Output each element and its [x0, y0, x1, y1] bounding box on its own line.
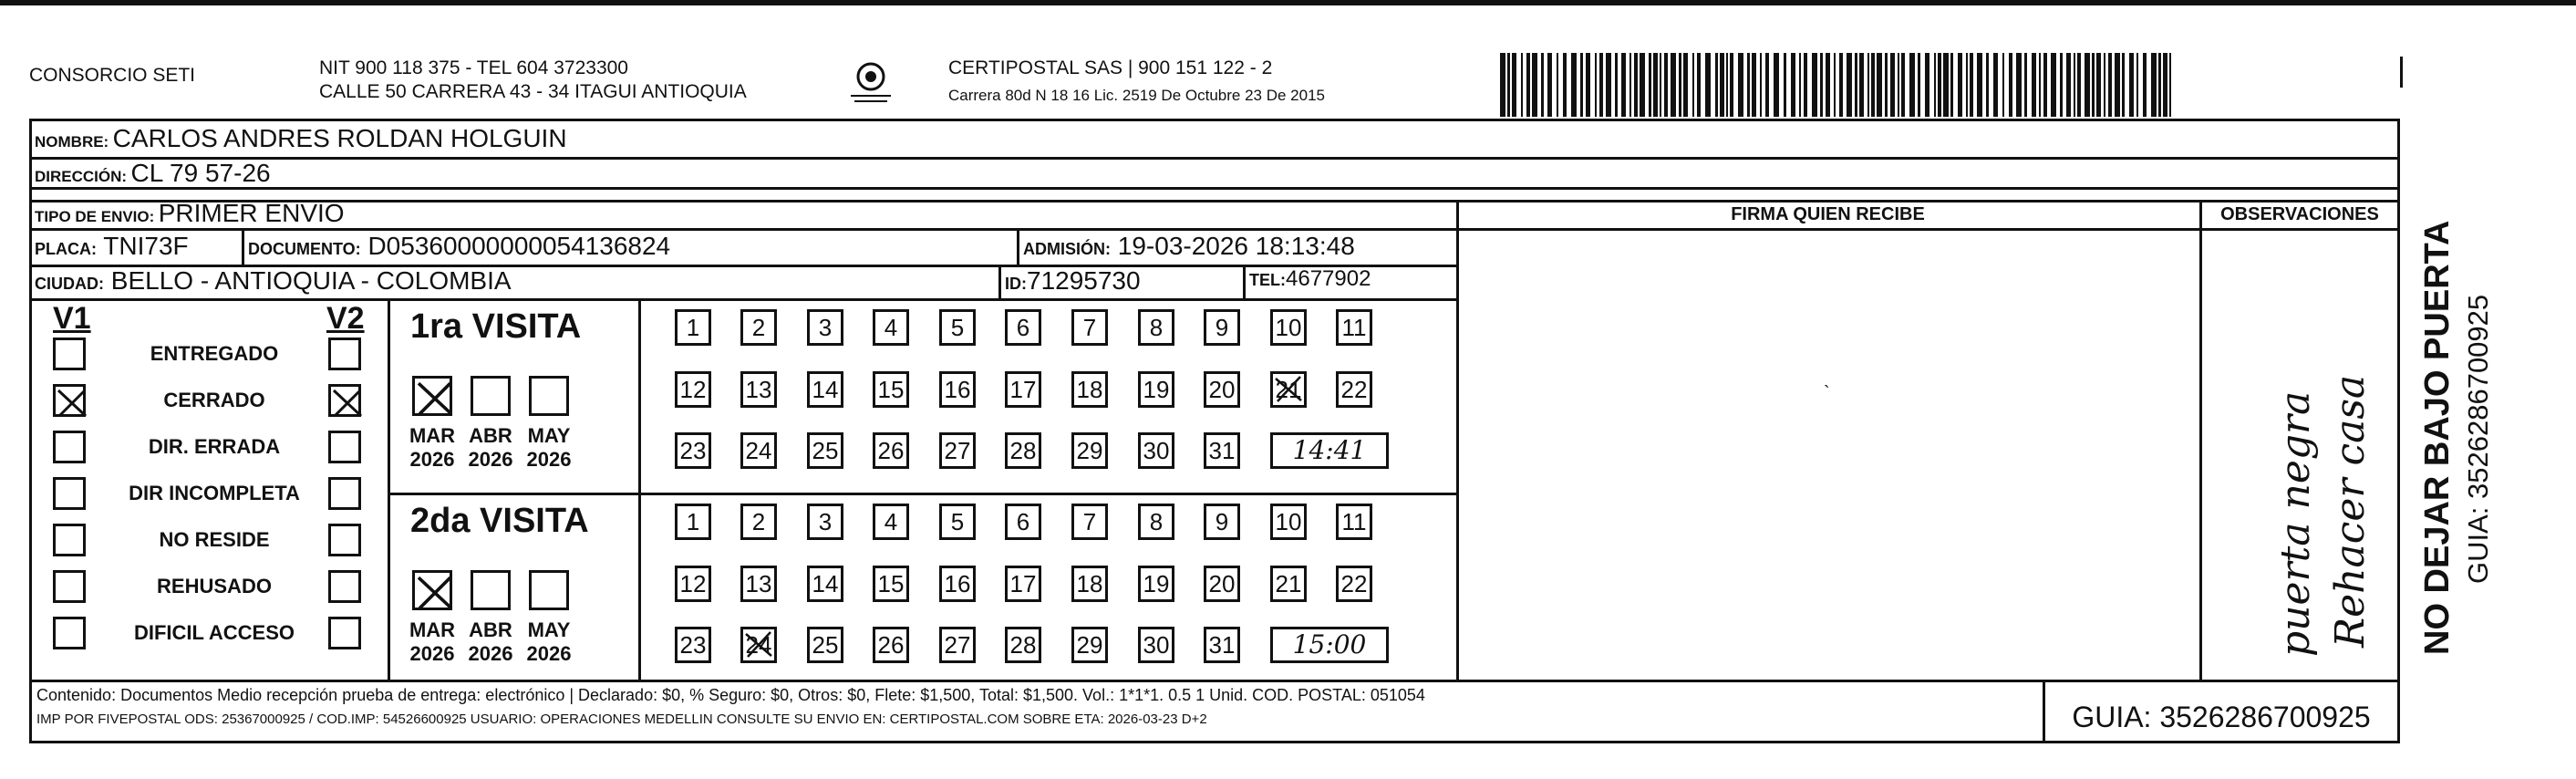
nombre-row	[35, 124, 567, 153]
month-checkbox-may[interactable]	[529, 376, 569, 416]
status-v1-checkbox[interactable]	[53, 338, 86, 370]
certipostal-name: CERTIPOSTAL SAS | 900 151 122 - 2	[948, 57, 1273, 78]
placa-label: PLACA:	[35, 240, 97, 258]
day-box[interactable]: 28	[1005, 432, 1041, 469]
direccion-label: DIRECCIÓN:	[35, 168, 128, 185]
barcode-bar	[2143, 53, 2147, 117]
barcode-bar	[1507, 53, 1510, 117]
barcode-bar	[2043, 53, 2047, 117]
day-box[interactable]: 6	[1005, 309, 1041, 346]
barcode-bar	[2158, 53, 2161, 117]
barcode-bar	[2169, 53, 2171, 117]
barcode-bar	[1563, 53, 1567, 117]
day-box[interactable]: 26	[873, 432, 909, 469]
barcode-bar	[2016, 53, 2022, 117]
documento-field	[248, 232, 670, 261]
barcode-bar	[1950, 53, 1953, 117]
barcode-bar	[1541, 53, 1544, 117]
day-box[interactable]: 14	[807, 371, 843, 408]
status-label: DIFICIL ACCESO	[133, 621, 295, 644]
barcode-bar	[1738, 53, 1743, 117]
day-box[interactable]: 1	[675, 309, 711, 346]
day-box[interactable]: 15	[873, 566, 909, 602]
barcode-bar	[1571, 53, 1577, 117]
admision-field	[1023, 232, 1355, 261]
barcode-bar	[1877, 53, 1882, 117]
nombre-label: NOMBRE:	[35, 133, 109, 151]
barcode-bar	[1671, 53, 1676, 117]
barcode-bar	[2077, 53, 2081, 117]
month-label	[517, 424, 581, 472]
status-v2-checkbox[interactable]	[328, 477, 361, 510]
day-box[interactable]: 28	[1005, 627, 1041, 663]
cell-divider	[998, 265, 1001, 298]
admision-label: ADMISIÓN:	[1023, 240, 1111, 258]
day-box[interactable]: 29	[1071, 432, 1108, 469]
barcode-bar	[2051, 53, 2056, 117]
day-box[interactable]: 16	[939, 371, 976, 408]
placa-field	[35, 232, 189, 261]
day-box[interactable]: 17	[1005, 371, 1041, 408]
barcode-bar	[1765, 53, 1769, 117]
day-box[interactable]: 20	[1204, 371, 1240, 408]
barcode-bar	[1890, 53, 1895, 117]
day-box[interactable]: 14	[807, 566, 843, 602]
day-box[interactable]: 23	[675, 432, 711, 469]
day-box[interactable]: 13	[740, 566, 777, 602]
id-value: 71295730	[1027, 266, 1141, 295]
status-v2-checkbox[interactable]	[328, 524, 361, 556]
v1-header: V1	[53, 301, 91, 336]
direccion-row	[35, 159, 271, 188]
barcode-bar	[1859, 53, 1864, 117]
tel-field	[1249, 266, 1371, 292]
barcode-bar	[1500, 53, 1505, 117]
day-box[interactable]: 5	[939, 309, 976, 346]
day-box[interactable]: 9	[1204, 504, 1240, 540]
observaciones-header: OBSERVACIONES	[2220, 204, 2379, 224]
barcode-bar	[2024, 53, 2027, 117]
row-divider	[29, 200, 2400, 203]
status-label: CERRADO	[163, 389, 265, 411]
barcode-bar	[2092, 53, 2095, 117]
firma-header: FIRMA QUIEN RECIBE	[1731, 204, 1925, 224]
status-v1-checkbox[interactable]	[53, 524, 86, 556]
month-checkbox-mar[interactable]	[412, 376, 452, 416]
tel-label: TEL:	[1249, 271, 1286, 289]
company-nit: NIT 900 118 375 - TEL 604 3723300	[319, 57, 628, 78]
day-box[interactable]: 30	[1138, 627, 1174, 663]
status-label: DIR. ERRADA	[148, 435, 281, 458]
barcode-bar	[1925, 53, 1929, 117]
month-year: 2026	[468, 448, 513, 471]
barcode-bar	[2122, 53, 2125, 117]
day-box[interactable]: 25	[807, 432, 843, 469]
observaciones-box	[2199, 228, 2400, 680]
footer-line-2: IMP POR FIVEPOSTAL ODS: 25367000925 / COD.IMP: 54526600925 USUARIO: OPERACIONES MEDELLIN CONSULTE SU ENVIO EN: CERTIPOSTAL.COM SOBRE ETA: 2026-03-23 D+2	[36, 711, 1207, 727]
status-v1-checkbox[interactable]	[53, 617, 86, 649]
month-label	[517, 618, 581, 666]
month-name: MAR	[409, 424, 456, 447]
barcode-bar	[1730, 53, 1733, 117]
barcode-bar	[1820, 53, 1823, 117]
month-name: ABR	[469, 618, 512, 641]
day-box[interactable]: 8	[1138, 504, 1174, 540]
day-box[interactable]: 23	[675, 627, 711, 663]
barcode-bar	[1692, 53, 1694, 117]
day-box[interactable]: 9	[1204, 309, 1240, 346]
barcode-bar	[1653, 53, 1658, 117]
day-box[interactable]: 12	[675, 566, 711, 602]
company-address: CALLE 50 CARRERA 43 - 34 ITAGUI ANTIOQUIA	[319, 81, 747, 102]
barcode-bar	[1679, 53, 1681, 117]
ciudad-value: BELLO - ANTIOQUIA - COLOMBIA	[110, 266, 512, 295]
barcode-bar	[2009, 53, 2012, 117]
barcode-bar	[1943, 53, 1949, 117]
day-box[interactable]: 27	[939, 627, 976, 663]
barcode-bar	[1697, 53, 1701, 117]
ciudad-label: CIUDAD:	[35, 275, 104, 293]
barcode	[1500, 53, 2179, 117]
month-year: 2026	[468, 642, 513, 665]
row-divider	[29, 298, 1456, 301]
row-divider	[29, 228, 2400, 231]
barcode-bar	[1901, 53, 1905, 117]
barcode-bar	[1752, 53, 1756, 117]
nombre-value: CARLOS ANDRES ROLDAN HOLGUIN	[112, 124, 567, 152]
barcode-bar	[1621, 53, 1626, 117]
documento-label: DOCUMENTO:	[248, 240, 361, 258]
barcode-bar	[1547, 53, 1552, 117]
status-divider	[388, 298, 390, 680]
status-label: ENTREGADO	[150, 342, 279, 365]
day-box[interactable]: 4	[873, 309, 909, 346]
footer-line-1: Contenido: Documentos Medio recepción prueba de entrega: electrónico | Declarado: $0, % Seguro: $0, Otros: $0, Flete: $1,500, Total: $1,500. Vol.: 1*1*1. 0.5 1 Unid. COD. POSTAL: 051054	[36, 686, 1425, 704]
visit-time-box[interactable]: 15:00	[1270, 627, 1389, 663]
day-box[interactable]: 18	[1071, 566, 1108, 602]
direccion-value: CL 79 57-26	[130, 159, 271, 187]
status-label: NO RESIDE	[159, 528, 270, 551]
day-box[interactable]: 8	[1138, 309, 1174, 346]
day-box[interactable]: 29	[1071, 627, 1108, 663]
barcode-bar	[2115, 53, 2120, 117]
status-v1-checkbox[interactable]	[53, 477, 86, 510]
day-box[interactable]: 11	[1336, 504, 1372, 540]
status-v2-checkbox[interactable]	[328, 570, 361, 603]
month-year: 2026	[526, 448, 572, 471]
barcode-bar	[1526, 53, 1530, 117]
status-label: REHUSADO	[157, 575, 272, 597]
barcode-bar	[2002, 53, 2004, 117]
guia-box: GUIA: 3526286700925	[2072, 701, 2371, 733]
row-divider	[29, 187, 2400, 190]
day-box[interactable]: 22	[1336, 566, 1372, 602]
day-box[interactable]: 31	[1204, 432, 1240, 469]
month-label	[459, 618, 522, 666]
barcode-bar	[1966, 53, 1968, 117]
barcode-bar	[1812, 53, 1817, 117]
barcode-bar	[1855, 53, 1857, 117]
month-checkbox-may[interactable]	[529, 570, 569, 610]
month-label	[400, 618, 464, 666]
id-label: ID:	[1005, 275, 1027, 293]
day-box[interactable]: 2	[740, 309, 777, 346]
barcode-bar	[1715, 53, 1718, 117]
barcode-bar	[1634, 53, 1638, 117]
month-year: 2026	[526, 642, 572, 665]
barcode-bar	[1599, 53, 1603, 117]
certipostal-address: Carrera 80d N 18 16 Lic. 2519 De Octubre 23 De 2015	[948, 87, 1325, 104]
row-divider	[29, 157, 2400, 160]
barcode-bar	[1629, 53, 1631, 117]
day-box[interactable]: 10	[1270, 309, 1307, 346]
status-v1-checkbox[interactable]	[53, 431, 86, 463]
barcode-bar	[1898, 53, 1899, 117]
barcode-bar	[2163, 53, 2167, 117]
month-checkbox-mar[interactable]	[412, 570, 452, 610]
barcode-bar	[1726, 53, 1728, 117]
visit-divider	[638, 298, 641, 680]
day-box[interactable]: 17	[1005, 566, 1041, 602]
status-v2-checkbox[interactable]	[328, 617, 361, 649]
month-label	[400, 424, 464, 472]
barcode-bar	[1938, 53, 1941, 117]
day-box[interactable]: 7	[1071, 309, 1108, 346]
day-box[interactable]: 19	[1138, 566, 1174, 602]
tel-value: 4677902	[1286, 266, 1371, 291]
visit-title: 2da VISITA	[410, 502, 589, 540]
day-box[interactable]: 19	[1138, 371, 1174, 408]
barcode-bar	[1986, 53, 1989, 117]
day-box[interactable]: 3	[807, 504, 843, 540]
barcode-bar	[1834, 53, 1836, 117]
barcode-bar	[1993, 53, 1998, 117]
barcode-bar	[2039, 53, 2041, 117]
status-v1-checkbox[interactable]	[53, 384, 86, 417]
barcode-bar	[2104, 53, 2105, 117]
barcode-bar	[1747, 53, 1750, 117]
barcode-bar	[1799, 53, 1801, 117]
month-year: 2026	[409, 642, 455, 665]
barcode-bar	[1615, 53, 1618, 117]
visit-title: 1ra VISITA	[410, 307, 582, 346]
barcode-bar	[1977, 53, 1982, 117]
company-name: CONSORCIO SETI	[29, 65, 196, 86]
barcode-bar	[2066, 53, 2071, 117]
barcode-bar	[1934, 53, 1936, 117]
placa-value: TNI73F	[103, 232, 189, 260]
day-box[interactable]: 30	[1138, 432, 1174, 469]
barcode-bar	[1649, 53, 1651, 117]
barcode-bar	[2129, 53, 2134, 117]
day-box[interactable]: 18	[1071, 371, 1108, 408]
barcode-bar	[1532, 53, 1537, 117]
barcode-bar	[2060, 53, 2063, 117]
barcode-bar	[1683, 53, 1688, 117]
day-box[interactable]: 2	[740, 504, 777, 540]
barcode-bar	[2151, 53, 2157, 117]
visit-time-box[interactable]: 14:41	[1270, 432, 1389, 469]
barcode-bar	[2108, 53, 2112, 117]
barcode-bar	[1586, 53, 1590, 117]
barcode-bar	[1705, 53, 1711, 117]
month-label	[459, 424, 522, 472]
barcode-bar	[2096, 53, 2101, 117]
ciudad-field	[35, 266, 512, 296]
day-box[interactable]: 11	[1336, 309, 1372, 346]
barcode-bar	[2136, 53, 2138, 117]
day-box[interactable]: 13	[740, 371, 777, 408]
day-box[interactable]: 16	[939, 566, 976, 602]
status-v1-checkbox[interactable]	[53, 570, 86, 603]
barcode-bar	[1640, 53, 1645, 117]
cell-divider	[1243, 265, 1246, 298]
signature-mark: `	[1824, 383, 1830, 403]
barcode-bar	[1958, 53, 1962, 117]
day-box[interactable]: 5	[939, 504, 976, 540]
barcode-bar	[1847, 53, 1852, 117]
barcode-bar	[1512, 53, 1516, 117]
barcode-bar	[1580, 53, 1583, 117]
barcode-bar	[1839, 53, 1843, 117]
id-field	[1005, 266, 1141, 296]
barcode-bar	[1774, 53, 1779, 117]
header-tick	[2400, 57, 2403, 88]
barcode-bar	[1784, 53, 1786, 117]
month-name: MAY	[527, 424, 571, 447]
day-box[interactable]: 3	[807, 309, 843, 346]
barcode-bar	[1660, 53, 1661, 117]
tipo-value: PRIMER ENVIO	[158, 199, 345, 227]
barcode-bar	[2074, 53, 2075, 117]
barcode-bar	[1664, 53, 1668, 117]
day-box[interactable]: 24	[740, 627, 777, 663]
barcode-bar	[1521, 53, 1523, 117]
month-name: ABR	[469, 424, 512, 447]
documento-value: D05360000000054136824	[367, 232, 671, 260]
status-v2-checkbox[interactable]	[328, 384, 361, 417]
barcode-bar	[1867, 53, 1869, 117]
day-box[interactable]: 24	[740, 432, 777, 469]
month-year: 2026	[409, 448, 455, 471]
status-label: DIR INCOMPLETA	[129, 482, 300, 504]
barcode-bar	[1918, 53, 1920, 117]
side-guia: GUIA: 3526286700925	[2462, 294, 2494, 584]
top-border	[0, 0, 2576, 5]
barcode-bar	[1720, 53, 1724, 117]
status-v2-checkbox[interactable]	[328, 431, 361, 463]
side-warning: NO DEJAR BAJO PUERTA	[2418, 220, 2457, 655]
v2-header: V2	[326, 301, 365, 336]
certipostal-logo	[843, 57, 898, 111]
day-box[interactable]: 7	[1071, 504, 1108, 540]
day-box[interactable]: 20	[1204, 566, 1240, 602]
day-box[interactable]: 15	[873, 371, 909, 408]
day-box[interactable]: 26	[873, 627, 909, 663]
barcode-bar	[1826, 53, 1830, 117]
visit-row-divider	[388, 493, 1456, 495]
day-box[interactable]: 6	[1005, 504, 1041, 540]
barcode-bar	[1885, 53, 1888, 117]
barcode-bar	[2085, 53, 2090, 117]
barcode-bar	[1606, 53, 1611, 117]
tipo-row	[35, 199, 345, 228]
barcode-bar	[1871, 53, 1875, 117]
month-name: MAR	[409, 618, 456, 641]
day-box[interactable]: 27	[939, 432, 976, 469]
barcode-bar	[1557, 53, 1558, 117]
day-box[interactable]: 25	[807, 627, 843, 663]
cell-divider	[242, 228, 244, 265]
cell-divider	[1017, 228, 1019, 265]
month-name: MAY	[527, 618, 571, 641]
firma-left-border	[1456, 200, 1459, 680]
observacion-line-2: Rehacer casa	[2327, 374, 2374, 648]
barcode-bar	[1760, 53, 1762, 117]
day-box[interactable]: 12	[675, 371, 711, 408]
status-v2-checkbox[interactable]	[328, 338, 361, 370]
day-box[interactable]: 21	[1270, 371, 1307, 408]
barcode-bar	[1909, 53, 1915, 117]
barcode-bar	[1970, 53, 1973, 117]
month-checkbox-abr[interactable]	[471, 376, 511, 416]
day-box[interactable]: 10	[1270, 504, 1307, 540]
admision-value: 19-03-2026 18:13:48	[1117, 232, 1355, 260]
tipo-label: TIPO DE ENVIO:	[35, 208, 155, 225]
barcode-bar	[1791, 53, 1795, 117]
day-box[interactable]: 22	[1336, 371, 1372, 408]
barcode-bar	[2032, 53, 2036, 117]
day-box[interactable]: 1	[675, 504, 711, 540]
observacion-line-1: puerta negra	[2272, 390, 2319, 657]
barcode-bar	[1804, 53, 1807, 117]
day-box[interactable]: 21	[1270, 566, 1307, 602]
barcode-bar	[1595, 53, 1597, 117]
day-box[interactable]: 31	[1204, 627, 1240, 663]
month-checkbox-abr[interactable]	[471, 570, 511, 610]
day-box[interactable]: 4	[873, 504, 909, 540]
